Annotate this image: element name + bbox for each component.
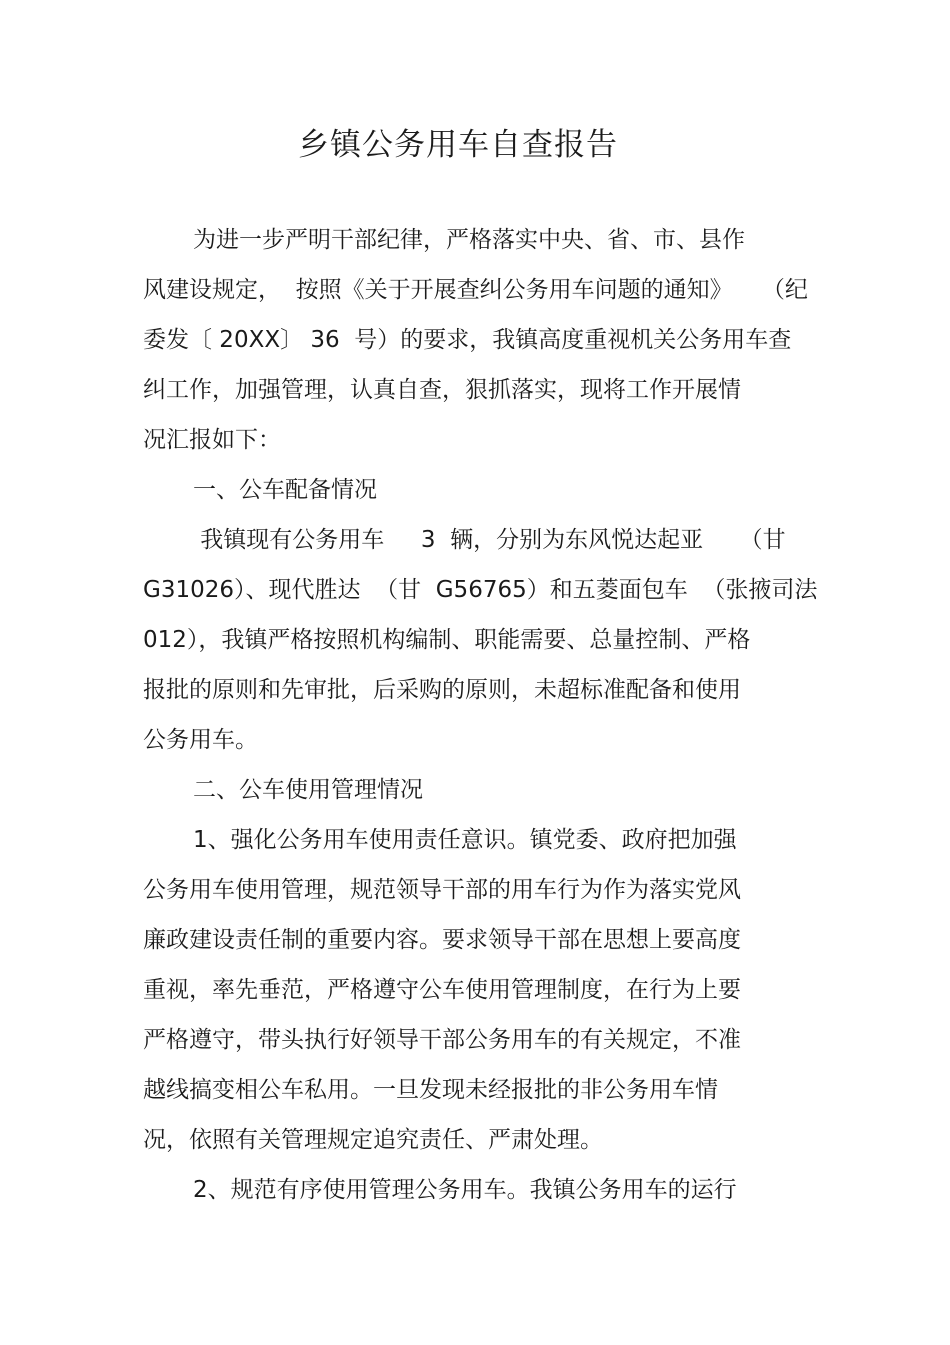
section-heading: 一、公车配备情况	[193, 477, 377, 503]
paragraph-line: 廉政建设责任制的重要内容。要求领导干部在思想上要高度	[143, 927, 741, 953]
paragraph-line: 况，依照有关管理规定追究责任、严肃处理。	[143, 1127, 603, 1153]
paragraph-line: 越线搞变相公车私用。一旦发现未经报批的非公务用车情	[143, 1077, 718, 1103]
paragraph-line: G31026）、现代胜达 （甘 G56765）和五菱面包车 （张掖司法	[143, 577, 818, 603]
paragraph-line: 委发〔 20XX〕 36 号）的要求，我镇高度重视机关公务用车查	[143, 327, 792, 353]
paragraph-line: 纠工作，加强管理，认真自查，狠抓落实，现将工作开展情	[143, 377, 741, 403]
paragraph-line: 1、强化公务用车使用责任意识。镇党委、政府把加强	[193, 827, 737, 853]
paragraph-line: 报批的原则和先审批，后采购的原则，未超标准配备和使用	[143, 677, 741, 703]
paragraph-line: 我镇现有公务用车 3 辆，分别为东风悦达起亚 （甘	[193, 527, 786, 553]
paragraph-line: 公务用车。	[143, 727, 258, 753]
paragraph-line: 为进一步严明干部纪律，严格落实中央、省、市、县作	[193, 227, 745, 253]
paragraph-line: 重视，率先垂范，严格遵守公车使用管理制度，在行为上要	[143, 977, 741, 1003]
paragraph-line: 2、规范有序使用管理公务用车。我镇公务用车的运行	[193, 1177, 737, 1203]
paragraph-line: 风建设规定， 按照《关于开展查纠公务用车问题的通知》 （纪	[143, 277, 808, 303]
section-heading: 二、公车使用管理情况	[193, 777, 423, 803]
paragraph-line: 况汇报如下：	[143, 427, 281, 453]
paragraph-line: 严格遵守，带头执行好领导干部公务用车的有关规定，不准	[143, 1027, 741, 1053]
paragraph-line: 公务用车使用管理，规范领导干部的用车行为作为落实党风	[143, 877, 741, 903]
document-title: 乡镇公务用车自查报告	[298, 127, 618, 163]
paragraph-line: 012），我镇严格按照机构编制、职能需要、总量控制、严格	[143, 627, 751, 653]
